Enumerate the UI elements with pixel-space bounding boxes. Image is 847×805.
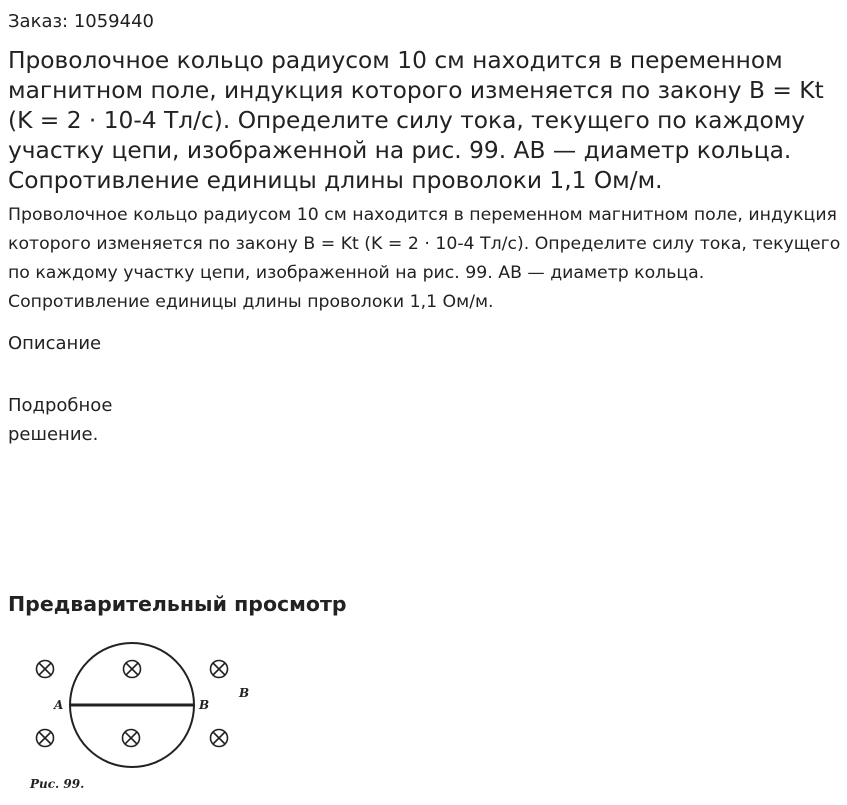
field-into-page-icon [211,730,228,747]
point-a-label: A [54,698,64,712]
point-b-label: B [199,698,210,712]
detailed-solution-text: Подробное решение. [8,395,113,445]
field-into-page-icon [211,661,228,678]
field-into-page-icon [37,730,54,747]
field-b-label: B [239,686,250,700]
field-into-page-icon [37,661,54,678]
task-title: Проволочное кольцо радиусом 10 см находится в переменном магнитном поле, индукция которого изменяется по закону B = Kt (K = 2 · 10-4 Тл/с). Определите силу тока, текущего по каждому участку цепи, изображенной на рис. 99. AB — диаметр кольца. Сопротивление единицы длины проволоки 1,1 Ом/м. [8,47,824,194]
task-body: Проволочное кольцо радиусом 10 см находится в переменном магнитном поле, индукция которого изменяется по закону B = Kt (K = 2 · 10-4 Тл/с). Определите силу тока, текущего по каждому участку цепи, изображенной на рис. 99. AB — диаметр кольца. Сопротивление единицы длины проволоки 1,1 Ом/м. [8,205,841,312]
field-into-page-icon [124,661,141,678]
description-label: Описание [8,333,102,354]
figure-caption: Рис. 99. [30,777,85,791]
field-into-page-icon [123,730,140,747]
figure-ring-diagram [24,636,256,796]
preview-heading: Предварительный просмотр [8,592,347,616]
order-number: Заказ: 1059440 [8,11,154,32]
